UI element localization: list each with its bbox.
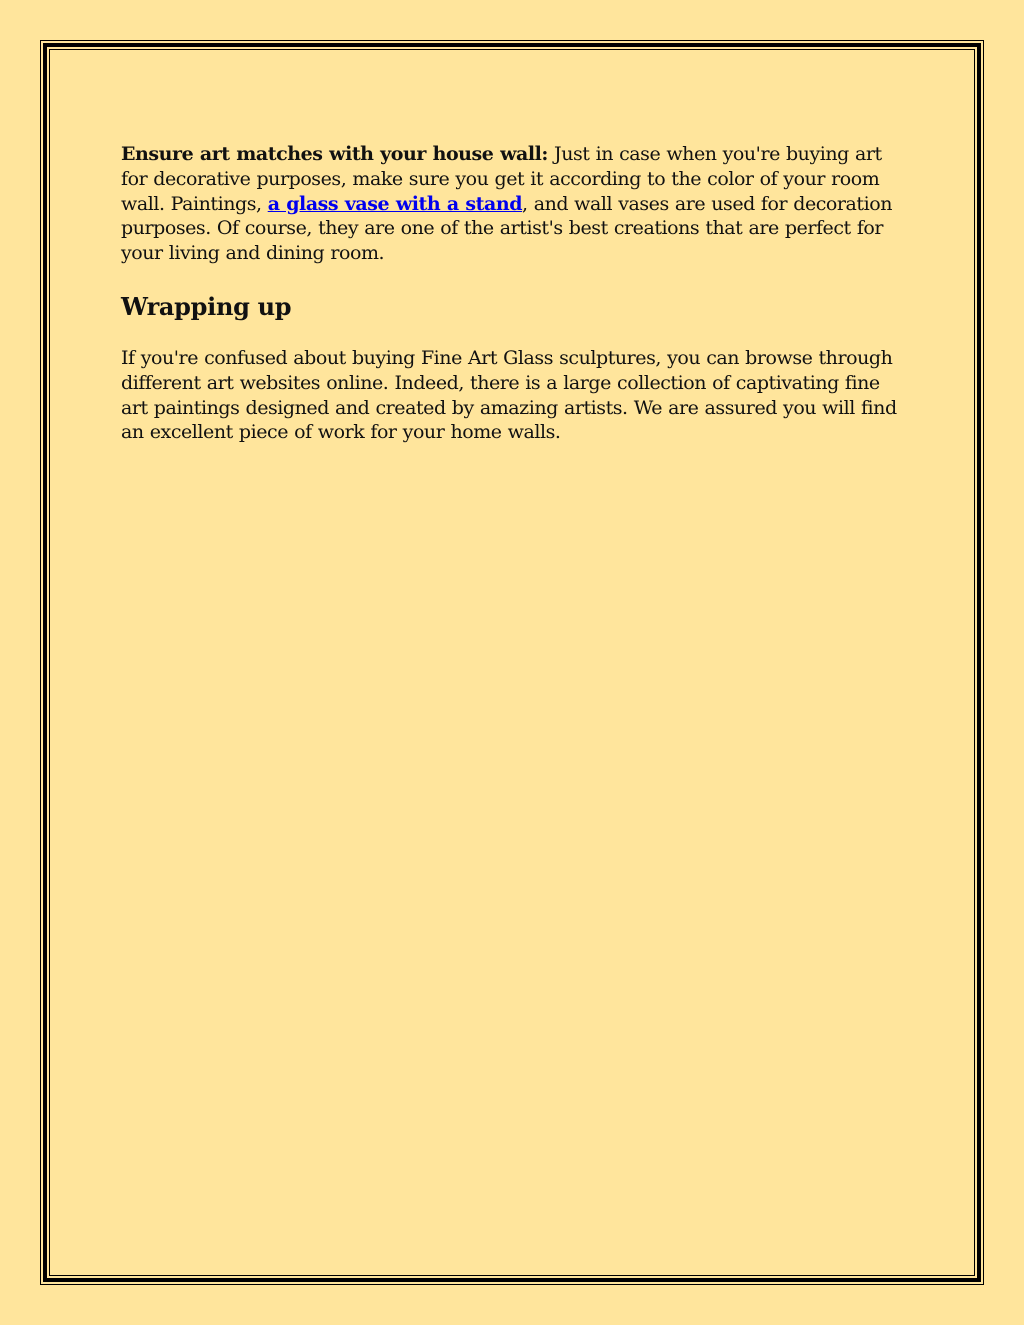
glass-vase-link[interactable]: a glass vase with a stand <box>267 192 523 215</box>
wrapping-up-paragraph: If you're confused about buying Fine Art Glass sculptures, you can browse through different art websites online. Indeed, there is a large collection of captivating fine art paintings designed and created by amazing artists. We are assured you will find an excellent piece of work for your home walls. <box>121 346 897 444</box>
wrapping-up-heading: Wrapping up <box>121 291 292 321</box>
art-match-paragraph <box>121 142 911 266</box>
art-match-text-after-link: , and wall vases are used for decoration purposes. Of course, they are one of the artist's best creations that are perfect for your living and dining room. <box>121 192 893 265</box>
document-content <box>121 142 911 445</box>
art-match-lead: Ensure art matches with your house wall: <box>121 143 548 165</box>
art-match-text-before-link: Just in case when you're buying art for decorative purposes, make sure you get it according to the color of your room wall. Paintings, <box>121 143 882 215</box>
